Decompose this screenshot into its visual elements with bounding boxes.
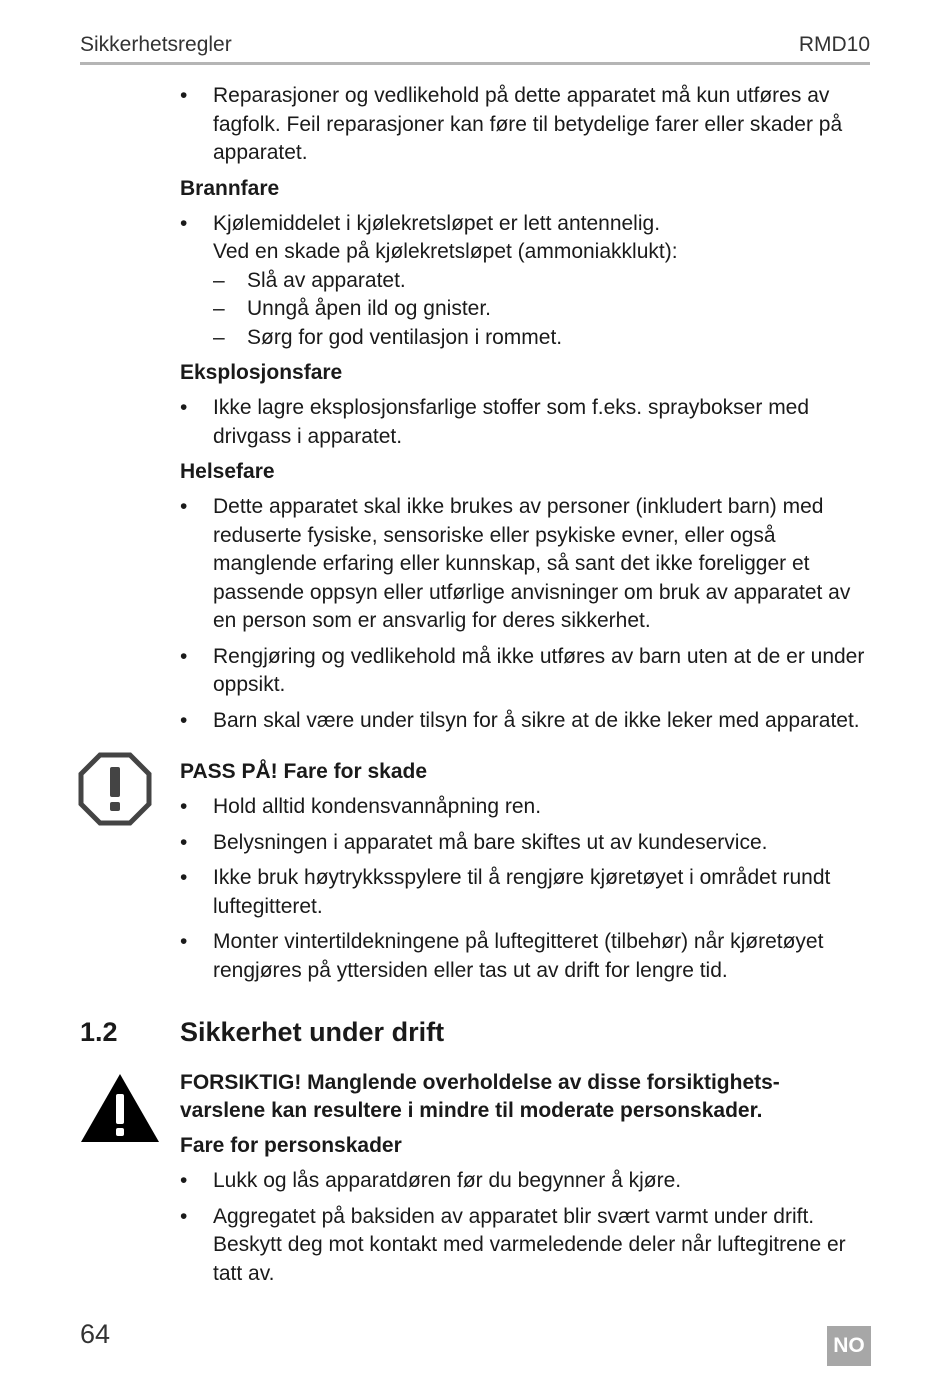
page-number: 64 — [80, 1319, 111, 1349]
notice-bullet-2: • Belysningen i apparatet må bare skiftes ut av kundeservice. — [180, 829, 870, 858]
caution-warning-line-1: FORSIKTIG! Manglende overholdelse av disse forsiktighets- — [180, 1071, 780, 1094]
running-header-model: RMD10 — [798, 33, 870, 56]
brannfare-line-2: Ved en skade på kjølekretsløpet (ammoniakklukt): — [213, 240, 678, 263]
helsefare-bullet-1: • Dette apparatet skal ikke brukes av personer (inkludert barn) med reduserte fysiske, sensoriske eller psykiske evner, eller også manglende erfaring eller kunnskap, så sant det ikke foreligger et passende oppsyn eller utførlige anvisninger om bruk av apparatet av en person som er ansvarlig for deres sikkerhet. — [180, 493, 870, 636]
operation-safety-body — [180, 1069, 870, 1295]
section-number: 1.2 — [80, 1017, 118, 1047]
section-title: Sikkerhet under drift — [180, 1017, 445, 1047]
helsefare-heading: Helsefare — [180, 460, 275, 483]
header-divider — [80, 62, 870, 65]
eksplosjonsfare-heading: Eksplosjonsfare — [180, 361, 343, 384]
running-header-title: Sikkerhetsregler — [80, 33, 232, 56]
eksplosjonsfare-bullet: • Ikke lagre eksplosjonsfarlige stoffer som f.eks. spraybokser med drivgass i apparatet. — [180, 394, 870, 451]
brannfare-dash-1: – Slå av apparatet. — [180, 267, 870, 296]
caution-bullet-1: • Lukk og lås apparatdøren før du begynner å kjøre. — [180, 1167, 870, 1196]
helsefare-bullet-3: • Barn skal være under tilsyn for å sikre at de ikke leker med apparatet. — [180, 707, 870, 736]
brannfare-dash-3: – Sørg for god ventilasjon i rommet. — [180, 324, 870, 353]
brannfare-heading: Brannfare — [180, 176, 280, 200]
notice-exclamation-octagon-icon — [78, 752, 152, 826]
personskader-heading: Fare for personskader — [180, 1134, 402, 1157]
notice-bullet-4: • Monter vintertildekningene på luftegitteret (tilbehør) når kjøretøyet rengjøres på yttersiden eller tas ut av drift for lengre tid. — [180, 928, 870, 985]
brannfare-bullet — [180, 210, 870, 353]
safety-rules-body — [180, 82, 870, 992]
caution-warning-text — [180, 1069, 870, 1125]
helsefare-bullet-2: • Rengjøring og vedlikehold må ikke utføres av barn uten at de er under oppsikt. — [180, 643, 870, 700]
brannfare-dash-2: – Unngå åpen ild og gnister. — [180, 295, 870, 324]
warning-triangle-icon — [79, 1072, 161, 1144]
intro-bullet: • Reparasjoner og vedlikehold på dette apparatet må kun utføres av fagfolk. Feil reparasjoner kan føre til betydelige farer eller skader på apparatet. — [180, 82, 870, 168]
notice-bullet-3: • Ikke bruk høytrykksspylere til å rengjøre kjøretøyet i området rundt luftegitteret. — [180, 864, 870, 921]
notice-heading: PASS PÅ! Fare for skade — [180, 760, 428, 783]
caution-bullet-2: • Aggregatet på baksiden av apparatet blir svært varmt under drift. Beskytt deg mot kontakt med varmeledende deler når luftegitrene er tatt av. — [180, 1203, 870, 1289]
language-badge: NO — [827, 1326, 871, 1366]
notice-bullet-1: • Hold alltid kondensvannåpning ren. — [180, 793, 870, 822]
caution-warning-line-2: varslene kan resultere i mindre til moderate personskader. — [180, 1099, 763, 1122]
brannfare-line-1: • Kjølemiddelet i kjølekretsløpet er lett antennelig. — [213, 211, 661, 235]
